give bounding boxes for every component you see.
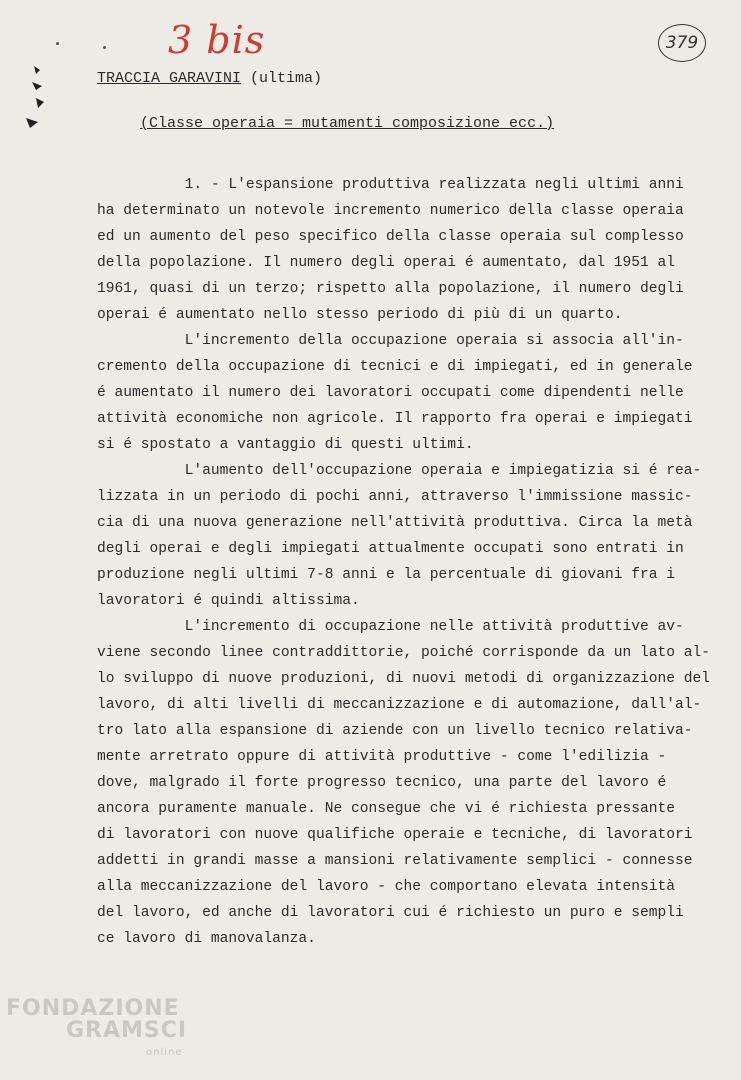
binding-marks-icon	[24, 60, 54, 140]
text-line: lavoratori é quindi altissima.	[97, 593, 360, 609]
paper-speck	[56, 42, 59, 45]
text-line: del lavoro, ed anche di lavoratori cui é richiesto un puro e sempli	[97, 905, 684, 921]
body-text	[97, 172, 711, 952]
text-line: si é spostato a vantaggio di questi ultimi.	[97, 437, 474, 453]
text-line: operai é aumentato nello stesso periodo di più di un quarto.	[97, 307, 623, 323]
text-line: é aumentato il numero dei lavoratori occupati come dipendenti nelle	[97, 385, 684, 401]
text-line: 1. - L'espansione produttiva realizzata negli ultimi anni	[97, 177, 684, 193]
title-text: TRACCIA GARAVINI	[97, 70, 242, 87]
text-line: lavoro, di alti livelli di meccanizzazione e di automazione, dall'al-	[97, 697, 702, 713]
text-line: mente arretrato oppure di attività produttive - come l'edilizia -	[97, 749, 667, 765]
text-line: di lavoratori con nuove qualifiche operaie e tecniche, di lavoratori	[97, 827, 693, 843]
text-line: addetti in grandi masse a mansioni relativamente semplici - connesse	[97, 853, 693, 869]
document-subtitle	[140, 115, 554, 132]
subtitle-text: (Classe operaia = mutamenti composizione ecc.)	[140, 115, 555, 132]
text-line: ha determinato un notevole incremento numerico della classe operaia	[97, 203, 684, 219]
text-line: lo sviluppo di nuove produzioni, di nuovi metodi di organizzazione del	[97, 671, 711, 687]
text-line: L'incremento di occupazione nelle attività produttive av-	[97, 619, 684, 635]
text-line: ancora puramente manuale. Ne consegue che vi é richiesta pressante	[97, 801, 676, 817]
archive-watermark	[6, 998, 187, 1064]
text-line: cia di una nuova generazione nell'attività produttiva. Circa la metà	[97, 515, 693, 531]
watermark-line-1: FONDAZIONE	[6, 996, 180, 1021]
text-line: viene secondo linee contraddittorie, poiché corrisponde da un lato al-	[97, 645, 711, 661]
text-line: 1961, quasi di un terzo; rispetto alla popolazione, il numero degli	[97, 281, 684, 297]
text-line: della popolazione. Il numero degli operai é aumentato, dal 1951 al	[97, 255, 676, 271]
text-line: ce lavoro di manovalanza.	[97, 931, 316, 947]
text-line: lizzata in un periodo di pochi anni, attraverso l'immissione massic-	[97, 489, 693, 505]
document-title	[97, 70, 322, 87]
text-line: degli operai e degli impiegati attualmente occupati sono entrati in	[97, 541, 684, 557]
text-line: produzione negli ultimi 7-8 anni e la percentuale di giovani fra i	[97, 567, 676, 583]
text-line: ed un aumento del peso specifico della classe operaia sul complesso	[97, 229, 684, 245]
text-line: L'incremento della occupazione operaia si associa all'in-	[97, 333, 684, 349]
text-line: attività economiche non agricole. Il rapporto fra operai e impiegati	[97, 411, 693, 427]
watermark-line-2: GRAMSCI	[66, 1018, 188, 1043]
handwritten-note: 3 bis	[168, 18, 266, 62]
title-suffix: (ultima)	[250, 70, 323, 87]
text-line: L'aumento dell'occupazione operaia e impiegatizia si é rea-	[97, 463, 702, 479]
text-line: cremento della occupazione di tecnici e di impiegati, ed in generale	[97, 359, 693, 375]
paper-speck	[103, 46, 106, 49]
page-number-stamp: 379	[658, 24, 706, 62]
text-line: tro lato alla espansione di aziende con un livello tecnico relativa-	[97, 723, 693, 739]
text-line: alla meccanizzazione del lavoro - che comportano elevata intensità	[97, 879, 676, 895]
text-line: dove, malgrado il forte progresso tecnico, una parte del lavoro é	[97, 775, 667, 791]
watermark-line-3: online	[146, 1047, 183, 1058]
